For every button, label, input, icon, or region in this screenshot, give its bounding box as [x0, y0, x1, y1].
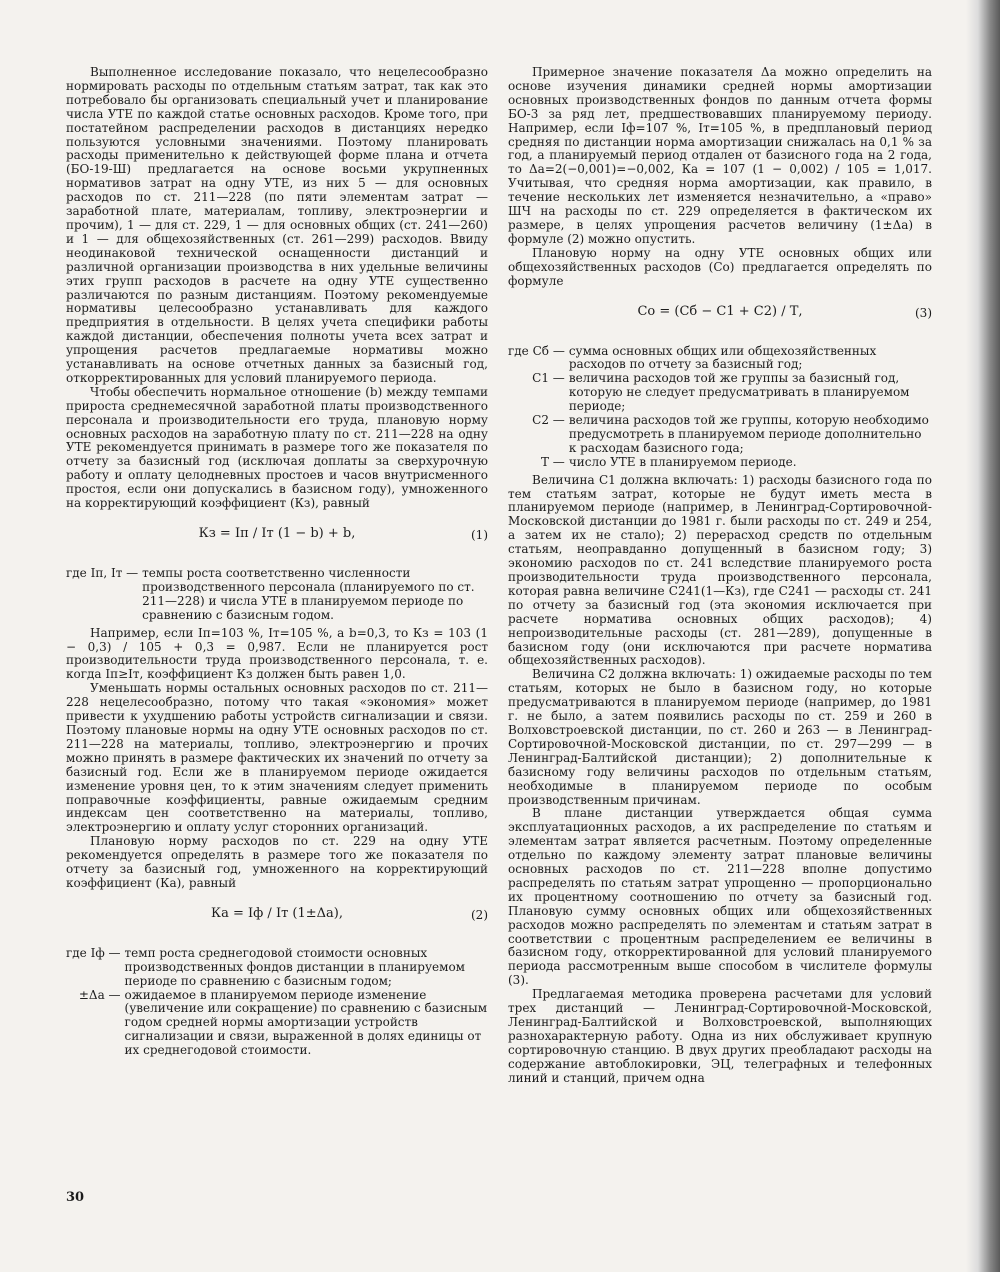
definition-text: величина расходов той же группы, которую необходимо предусмотреть в планируемом периоде дополнительно к расходам базисного года;: [568, 413, 929, 455]
definition-key: С1 —: [532, 371, 565, 386]
definition-text: темпы роста соответственно численности производственного персонала (планируемого по ст. 211—228) и числа УТЕ в планируемом периоде по сравнению с базисным годом.: [142, 566, 475, 622]
paragraph: Плановую норму расходов по ст. 229 на одну УТЕ рекомендуется определять в размере того же показателя по отчету за базисный год, умноженного на корректирующий коэффициент (Ка), равный: [66, 834, 488, 890]
definition-key: Т —: [540, 454, 565, 469]
paragraph: Выполненное исследование показало, что нецелесообразно нормировать расходы по отдельным статьям затрат, так как это потребовало бы организовать специальный учет и планирование числа УТЕ по каждой статье основных расходов. Кроме того, при постатейном распределении расходов в дистанциях нередко пользуются условными значениями. Поэтому планировать расходы применительно к действующей форме плана и отчета (БО-19-Ш) предлагается на основе восьми укрупненных нормативов затрат на одну УТЕ, из них 5 — для основных расходов по ст. 211—228 (по пяти элементам затрат — заработной плате, материалам, топливу, электроэнергии и прочим), 1 — для ст. 229, 1 — для основных общих (ст. 241—260) и 1 — для общехозяйственных (ст. 261—299) расходов. Ввиду неодинаковой технической оснащенности дистанций и различной организации производства в них удельные величины этих групп расходов в расчете на одну УТЕ существенно различаются по разным дистанциям. Поэтому рекомендуемые нормативы целесообразно устанавливать для каждого предприятия в отдельности. В целях учета специфики работы каждой дистанции, обеспечения полноты учета всех затрат и упрощения расчетов предлагаемые нормативы можно устанавливать на основе отчетных данных за базисный год, откорректированных для условий планируемого периода.: [66, 65, 488, 385]
definition-text: величина расходов той же группы за базисный год, которую не следует предусматривать в планируемом периоде;: [568, 371, 910, 414]
paragraph: Предлагаемая методика проверена расчетами для условий трех дистанций — Ленинград-Сортировочной-Московской, Ленинград-Балтийской и Волховстроевской, выполняющих разнохарактерную работу. Одна из них обслуживает крупную сортировочную станцию. В двух других преобладают расходы на содержание автоблокировки, ЭЦ, телеграфных и телефонных линий и станций, причем одна: [508, 987, 932, 1085]
definition-key: где Iп, Iт —: [66, 566, 139, 580]
formula-3: [508, 297, 932, 335]
paragraph: Чтобы обеспечить нормальное отношение (b) между темпами прироста среднемесячной заработной платы производственного персонала и производительности его труда, плановую норму основных расходов на заработную плату по ст. 211—228 на одну УТЕ рекомендуется принимать в размере того же показателя по отчету за базисный год (исключая доплаты за сверхурочную работу и оплату целодневных простоев и часов внутрисменного простоя, если они допускались в базисном году), умноженного на корректирующий коэффициент (Кз), равный: [66, 384, 488, 511]
definition-text: ожидаемое в планируемом периоде изменение (увеличение или сокращение) по сравнению с базисным годом средней нормы амортизации устройств сигнализации и связи, выраженной в долях единицы от их среднегодовой стоимости.: [124, 987, 488, 1058]
left-column: [66, 66, 488, 1062]
definition-key: где Iф —: [66, 945, 121, 960]
definition: [66, 567, 488, 623]
definition-key: ±Δa —: [78, 987, 121, 1002]
definition-text: темп роста среднегодовой стоимости основных производственных фондов дистанции в планируемом периоде по сравнению с базисным годом;: [124, 945, 466, 988]
definition-key: где Сб —: [508, 343, 565, 358]
definition-key: С2 —: [532, 413, 565, 428]
paragraph: Например, если Iп=103 %, Iт=105 %, а b=0,3, то Кз = 103 (1 − 0,3) / 105 + 0,3 = 0,987. Если не планируется рост производительности труда производственного персонала, т. е. когда Iп≥Iт, коэффициент Кз должен быть равен 1,0.: [66, 625, 488, 682]
definition-text: число УТЕ в планируемом периоде.: [568, 454, 797, 469]
right-column: [508, 66, 932, 1086]
formula-number: (1): [471, 528, 488, 542]
definition: [508, 345, 932, 470]
paragraph: В плане дистанции утверждается общая сумма эксплуатационных расходов, а их распределение по статьям и элементам затрат является расчетным. Поэтому определенные отдельно по каждому элементу затрат плановые величины основных расходов по ст. 211—228 вполне допустимо распределять по статьям затрат упрощенно — пропорционально их процентному соотношению по отчету за базисный год. Плановую сумму основных общих или общехозяйственных расходов можно распределять по элементам и статьям затрат в соответствии с процентным распределением ее величины в базисном году, откорректированной для условий планируемого периода рассмотренным выше способом в числителе формулы (3).: [508, 806, 932, 988]
paragraph: Величина С2 должна включать: 1) ожидаемые расходы по тем статьям, которых не было в базисном году, но которые предусматриваются в планируемом периоде (например, до 1981 г. не было, а затем появились расходы по ст. 259 и 260 в Волховстроевской дистанции, по ст. 260 и 263 — в Ленинград-Сортировочной-Московской дистанции, по ст. 297—299 — в Ленинград-Балтийской дистанции); 2) дополнительные к базисному году величины расходов по отдельным статьям, необходимые в планируемом периоде по особым производственным причинам.: [508, 667, 933, 807]
formula-expression: Со = (Сб − С1 + С2) / Т,: [637, 303, 803, 319]
formula-expression: Ка = Iф / Iт (1±Δa),: [211, 905, 343, 921]
definition: [66, 947, 488, 1058]
formula-number: (3): [915, 305, 932, 320]
paragraph: Уменьшать нормы остальных основных расходов по ст. 211—228 нецелесообразно, потому что такая «экономия» может привести к ухудшению работы устройств сигнализации и связи. Поэтому плановые нормы на одну УТЕ основных расходов по ст. 211—228 на материалы, топливо, электроэнергию и прочих можно принять в размере фактических их значений по отчету за базисный год. Если же в планируемом периоде ожидается изменение уровня цен, то к этим значениям следует применить поправочные коэффициенты, равные ожидаемым средним индексам цен соответственно на материалы, топливо, электроэнергию и оплату услуг сторонних организаций.: [66, 681, 488, 835]
paragraph: Плановую норму на одну УТЕ основных общих или общехозяйственных расходов (Со) предлагается определять по формуле: [508, 245, 932, 288]
paragraph: Примерное значение показателя Δa можно определить на основе изучения динамики средней нормы амортизации основных производственных фондов по данным отчета формы БО-3 за ряд лет, предшествовавших планируемому периоду. Например, если Iф=107 %, Iт=105 %, в предплановый период средняя по дистанции норма амортизации снижалась на 0,1 % за год, а планируемый период отдален от базисного года на 2 года, то Δa=2(−0,001)=−0,002, Ка = 107 (1 − 0,002) / 105 = 1,017. Учитывая, что средняя норма амортизации, как правило, в течение нескольких лет изменяется незначительно, а «право» ШЧ на расходы по ст. 229 определяется в фактическом их размере, в целях упрощения расчетов величину (1±Δa) в формуле (2) можно опустить.: [508, 65, 932, 246]
definition-text: сумма основных общих или общехозяйственных расходов по отчету за базисный год;: [568, 343, 877, 372]
formula-1: [66, 519, 488, 557]
paragraph: Величина С1 должна включать: 1) расходы базисного года по тем статьям затрат, которые не будут иметь места в планируемом периоде (например, в Ленинград-Сортировочной-Московской дистанции до 1981 г. были расходы по ст. 249 и 254, а затем их не стало); 2) перерасход средств по отдельным статьям, неоправданно допущенный в базисном году; 3) экономию расходов по ст. 241 вследствие планируемого роста производительности труда производственного персонала, которая равна величине С241(1—Кз), где С241 — расходы ст. 241 по отчету за базисный год (эта экономия исключается при расчете норматива основных общих расходов); 4) непроизводительные расходы (ст. 281—289), допущенные в базисном году (они исключаются при расчете норматива общехозяйственных расходов).: [508, 472, 932, 668]
formula-number: (2): [471, 907, 488, 922]
page-number: 30: [66, 1190, 85, 1205]
formula-expression: Кз = Iп / Iт (1 − b) + b,: [198, 526, 356, 541]
page-edge-shadow: [966, 0, 1000, 1272]
formula-2: [66, 899, 488, 937]
